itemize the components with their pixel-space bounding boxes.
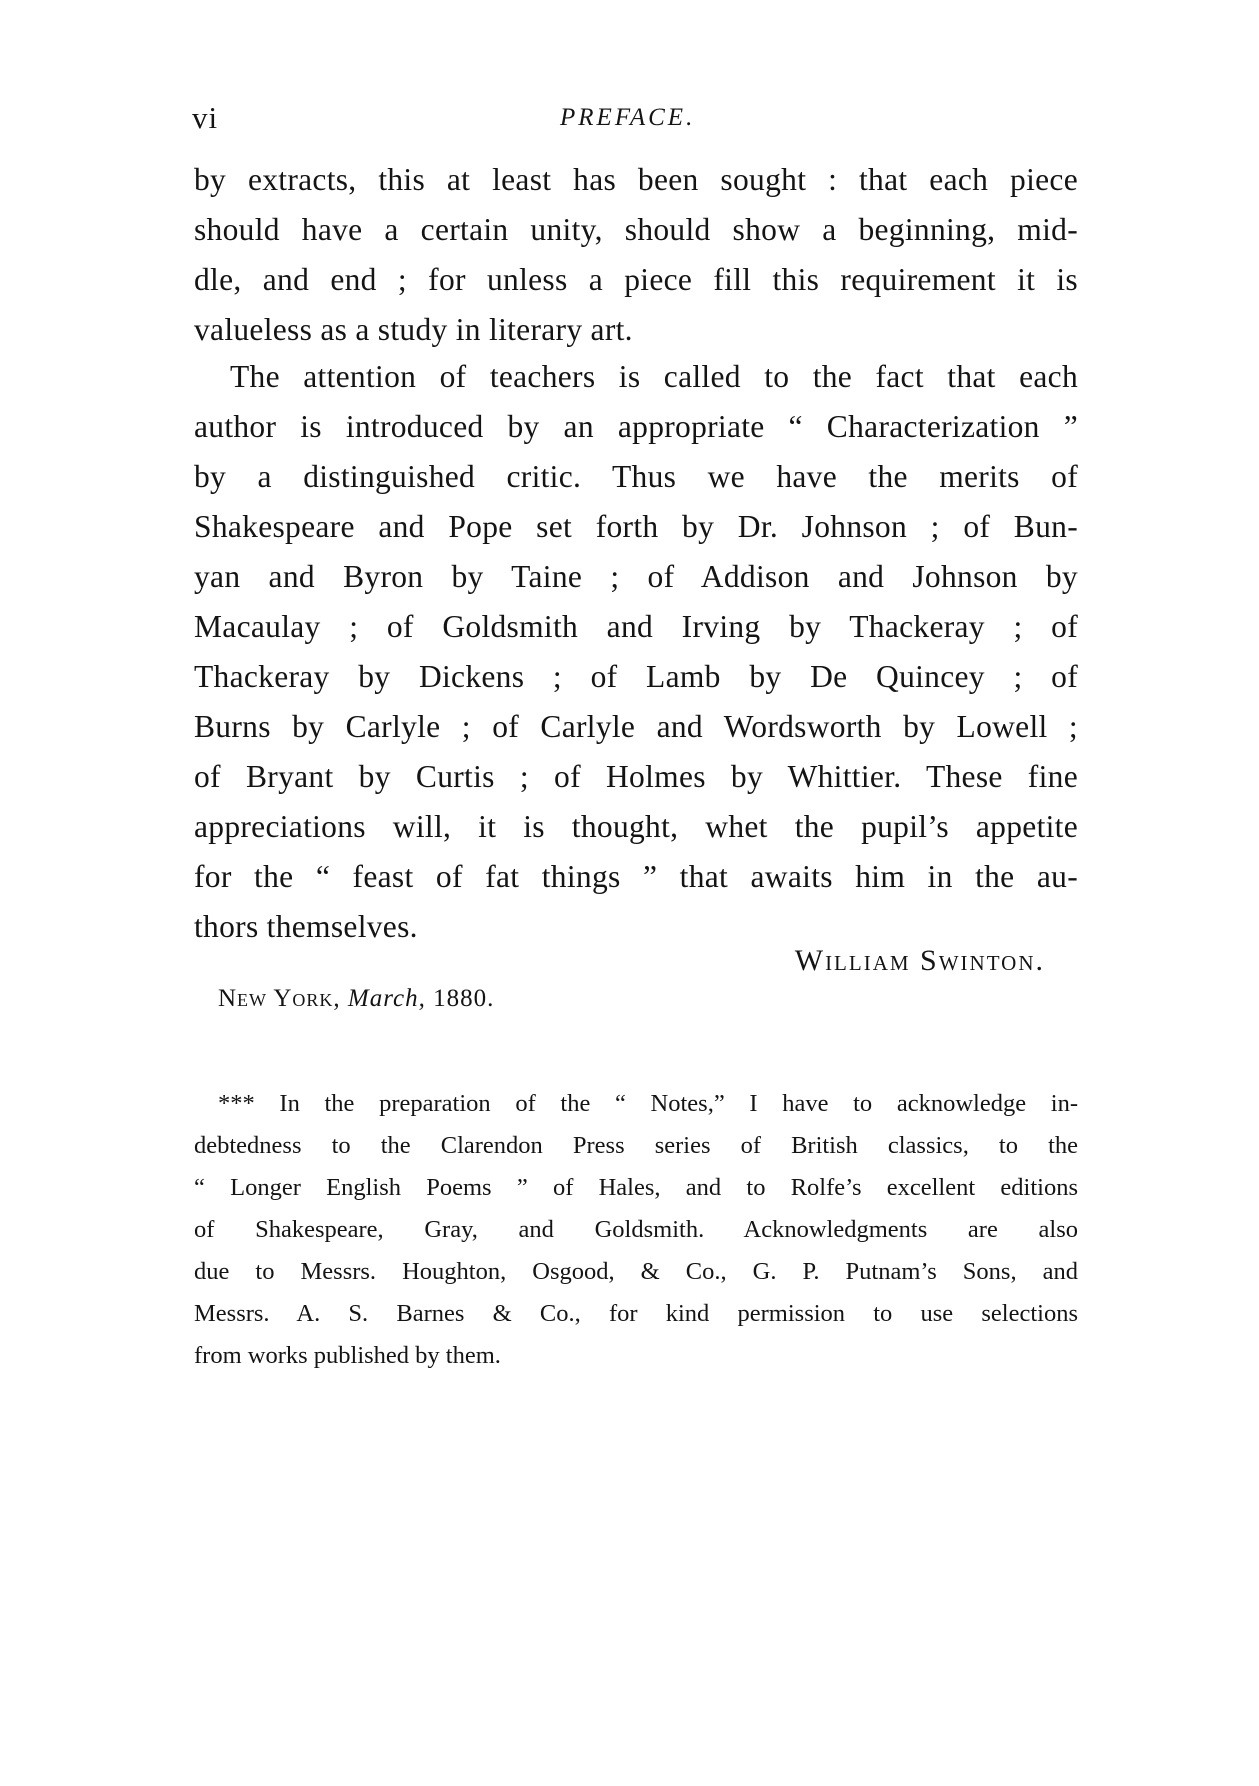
- text-line: The attention of teachers is called to the fact that each: [230, 359, 1078, 394]
- text-line: appreciations will, it is thought, whet the pupil’s appetite: [194, 809, 1078, 844]
- footnote-line: due to Messrs. Houghton, Osgood, & Co., G. P. Putnam’s Sons, and: [194, 1258, 1078, 1285]
- text-line: yan and Byron by Taine ; of Addison and Johnson by: [194, 559, 1078, 594]
- footnote-line: “ Longer English Poems ” of Hales, and to Rolfe’s excellent editions: [194, 1174, 1078, 1201]
- page-number: vi: [192, 100, 219, 135]
- footnote-line: debtedness to the Clarendon Press series of British classics, to the: [194, 1132, 1078, 1159]
- text-line: should have a certain unity, should show a beginning, mid-: [194, 212, 1078, 247]
- footnote-line: from works published by them.: [194, 1342, 501, 1369]
- text-line: of Bryant by Curtis ; of Holmes by Whittier. These fine: [194, 759, 1078, 794]
- text-line: Thackeray by Dickens ; of Lamb by De Quincey ; of: [194, 659, 1078, 694]
- text-line: dle, and end ; for unless a piece fill this requirement it is: [194, 262, 1078, 297]
- dateline-year: 1880.: [433, 985, 495, 1012]
- text-line: for the “ feast of fat things ” that awaits him in the au-: [194, 859, 1078, 894]
- footnote-line: Messrs. A. S. Barnes & Co., for kind permission to use selections: [194, 1300, 1078, 1327]
- running-title: PREFACE.: [560, 104, 696, 131]
- dateline: [218, 981, 494, 1017]
- acknowledgments-footnote: [194, 1083, 1078, 1377]
- text-line: Macaulay ; of Goldsmith and Irving by Thackeray ; of: [194, 609, 1078, 644]
- paragraph-continued: [194, 155, 1078, 355]
- dateline-place: New York,: [218, 985, 341, 1012]
- text-line: valueless as a study in literary art.: [194, 312, 633, 347]
- text-line: author is introduced by an appropriate “ Characterization ”: [194, 409, 1078, 444]
- text-line: by extracts, this at least has been sought : that each piece: [194, 162, 1078, 197]
- dateline-month: March,: [347, 985, 426, 1012]
- text-line: by a distinguished critic. Thus we have the merits of: [194, 459, 1078, 494]
- text-line: Shakespeare and Pope set forth by Dr. Johnson ; of Bun-: [194, 509, 1078, 544]
- text-line: thors themselves.: [194, 909, 418, 944]
- footnote-line: *** In the preparation of the “ Notes,” I have to acknowledge in-: [218, 1090, 1078, 1117]
- text-line: Burns by Carlyle ; of Carlyle and Wordsworth by Lowell ;: [194, 709, 1078, 744]
- author-signature: William Swinton.: [794, 944, 1045, 977]
- footnote-line: of Shakespeare, Gray, and Goldsmith. Acknowledgments are also: [194, 1216, 1078, 1243]
- paragraph-characterizations: [194, 352, 1078, 952]
